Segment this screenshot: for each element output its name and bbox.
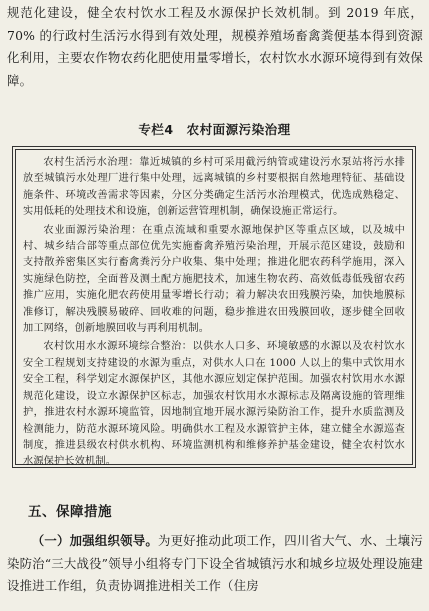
measure-lead: （一）加强组织领导。 xyxy=(31,533,158,548)
sidebar-box xyxy=(12,146,416,468)
section-heading: 五、保障措施 xyxy=(28,504,112,520)
box-paragraph-domestic-sewage: 农村生活污水治理：靠近城镇的乡村可采用截污纳管或建设污水泵站将污水排放至城镇污水处理厂进行集中处理，远离城镇的乡村要根据自然地理特征、基础设施条件、环境改善需求等因素，分区分类确定生活污水治理模式，优选成熟稳定、实用低耗的处理技术和设施，创新运营管理机制，确保设施正常运行。 xyxy=(23,157,405,218)
measure-text: 为更好推动此项工作，四川省大气、水、土壤污染防治“三大战役”领导小组将专门下设全省城镇污水和城乡垃圾处理设施建设推进工作组，负责协调推进相关工作（住房 xyxy=(7,533,423,593)
intro-paragraph: 规范化建设，健全农村饮水工程及水源保护长效机制。到 2019 年底，70% 的行政村生活污水得到有效处理，规模养殖场畜禽粪便基本得到资源化利用，主要农作物农药化肥使用量零增长，农村饮水水源环境得到有效保障。 xyxy=(7,5,423,88)
box-paragraph-agricultural-pollution: 农业面源污染治理：在重点流域和重要水源地保护区等重点区域，以及城中村、城乡结合部等重点部位优先实施畜禽养殖污染治理，开展示范区建设，鼓励和支持散养密集区实行畜禽粪污分户收集、集中处理；推进化肥农药科学施用，深入实施绿色防控，全面普及测土配方施肥技术，加速生物农药、高效低毒低残留农药推广应用，实施化肥农药使用量零增长行动；着力解决农田残膜污染，加快地膜标准修订，解决残膜易破碎、回收难的问题，稳步推进农田残膜回收，逐步健全回收加工网络，创新地膜回收与再利用机制。 xyxy=(23,224,405,335)
measure-paragraph xyxy=(7,530,423,598)
sidebar-box-inner xyxy=(15,149,413,468)
box-title: 专栏4 农村面源污染治理 xyxy=(138,122,291,137)
box-paragraph-drinking-water: 农村饮用水水源环境综合整治：以供水人口多、环境敏感的水源以及农村饮水安全工程规划支持建设的水源为重点，对供水人口在 1000 人以上的集中式饮用水安全工程，科学划定水源保护区，其他水源应划定保护范围。加强农村饮用水水源规范化建设，设立水源保护区标志，加强农村饮用水水源标志及隔离设施的管理维护，推进农村水源环境监管，因地制宜地开展水源污染防治工作，提升水质监测及检测能力，防范水源环境风险。明确供水工程及水源管护主体，建立健全水源巡查制度，推进县级农村供水机构、环境监测机构和维修养护基金建设，健全农村饮水水源保护长效机制。 xyxy=(23,341,405,468)
